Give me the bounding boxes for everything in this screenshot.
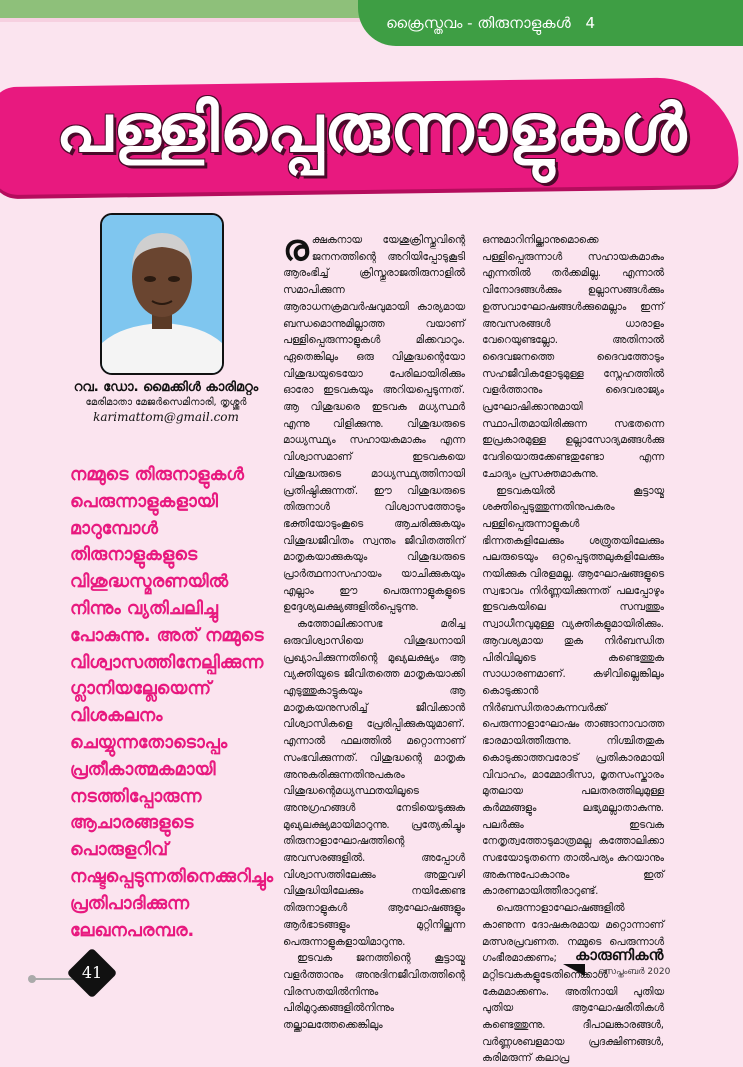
article-title: പള്ളിപ്പെരുന്നാളുകൾ [55,90,688,167]
article-column-middle [283,228,465,1034]
issue-date: സെപ്തംബർ 2020 [598,967,671,977]
section-title: ക്രൈസ്തവം - തിരുനാളുകൾ [386,14,571,32]
author-email[interactable]: karimattom@gmail.com [93,410,239,424]
paragraph: ഇടവക ജനത്തിന്റെ കൂട്ടായ്മ വളർത്താനും അനുദിനജീവിതത്തിന്റെ വിരസതയിൽനിന്നും പിരിമുറുക്കങ്ങളിൽനിന്നും തല്ക്കാലത്തേക്കെങ്കിലും [283,952,465,1032]
paragraph: ഇടവകയിൽ കൂട്ടായ്മ ശക്തിപ്പെടുത്തുന്നതിനുപകരം പള്ളിപ്പെരുന്നാളുകൾ ഭിന്നതകളിലേക്കും ശത്രുതയിലേക്കും പലരുടെയും ഒറ്റപ്പെടുത്തലുകളിലേക്കും നയിക്കുക വിരളമല്ല. ആഘോഷങ്ങളുടെ സ്വഭാവം നിർണ്ണയിക്കുന്നത് പലപ്പോഴും ഇടവകയിലെ സമ്പത്തും സ്വാധീനവുമുള്ള വ്യക്തികളുമായിരിക്കും. ആവശ്യമായ തുക നിർബന്ധിത പിരിവിലൂടെ കണ്ടെത്തുക സാധാരണമാണ്. കഴിവില്ലെങ്കിലും കൊടുക്കാൻ നിർബന്ധിതരാകുന്നവർക്ക് പെരുന്നാളാഘോഷം താങ്ങാനാവാത്ത ഭാരമായിത്തീരുന്നു. നിശ്ചിതതുക കൊടുക്കാത്തവരോട് പ്രതികാരമായി വിവാഹം, മാമ്മോദീസാ, മൃതസംസ്കാരം മുതലായ പലതരത്തിലുമുള്ള കർമ്മങ്ങളും ലഭ്യമല്ലാതാകുന്നു. പലർക്കും ഇടവക നേതൃത്വത്തോടുമാത്രമല്ല കത്തോലിക്കാ സഭയോടുതന്നെ താൽപര്യം കുറയാനും അകന്നുപോകാനും ഇത് കാരണമായിത്തീരാറുണ്ട്. [482,484,665,898]
drop-cap: ര [283,228,309,269]
article-column-right [482,232,664,1067]
author-info [66,380,266,424]
section-header [358,0,743,46]
section-number: 4 [585,14,595,32]
author-portrait-icon [102,215,222,373]
author-photo [100,213,224,375]
author-role: മേരിമാതാ മേജർസെമിനാരി, തൃശ്ശൂർ [85,397,247,408]
paragraph: പെരുന്നാളാഘോഷങ്ങളിൽ കാണുന്ന ദോഷകരമായ മറ്റൊന്നാണ് മത്സരപ്രവണത. നമ്മുടെ പെരുന്നാൾ ഗംഭീരമാക്കണം; മറ്റിടവകകളുടേതിനെക്കാൾ കേമമാക്കണം. അതിനായി പുതിയ പുതിയ ആഘോഷരീതികൾ കണ്ടെത്തുന്നു. ദീപാലങ്കാരങ്ങൾ, വർണ്ണശബളമായ പ്രദക്ഷിണങ്ങൾ, കരിമരുന്ന് കലാപ്ര [482,902,664,1065]
paragraph: കത്തോലിക്കാസഭ മരിച്ച ഒരുവിശ്വാസിയെ വിശുദ്ധനായി പ്രഖ്യാപിക്കുന്നതിന്റെ മുഖ്യലക്ഷ്യം ആ വ്യക്തിയുടെ ജീവിതത്തെ മാതൃകയാക്കി എടുത്തുകാട്ടുകയും ആ മാതൃകയനുസരിച്ച് ജീവിക്കാൻ വിശ്വാസികളെ പ്രേരിപ്പിക്കുകയുമാണ്. എന്നാൽ ഫലത്തിൽ മറ്റൊന്നാണ് സംഭവിക്കുന്നത്. വിശുദ്ധന്റെ മാതൃക അനുകരിക്കുന്നതിനുപകരം വിശുദ്ധന്റെമധ്യസ്ഥതയിലൂടെ അനുഗ്രഹങ്ങൾ നേടിയെടുക്കുക മുഖ്യലക്ഷ്യമായിമാറുന്നു. പ്രത്യേകിച്ചും തിരുനാളാഘോഷത്തിന്റെ അവസരങ്ങളിൽ. അപ്പോൾ വിശ്വാസത്തിലേക്കും അതുവഴി വിശുദ്ധിയിലേക്കും നയിക്കേണ്ട തിരുനാളുകൾ ആഘോഷങ്ങളും ആർഭാടങ്ങളും മുറ്റിനില്ക്കുന്ന പെരുന്നാളുകളായിമാറുന്നു. [283,618,465,948]
magazine-name: കാരുണികൻ [575,946,664,964]
top-decor-strip [0,0,365,18]
paragraph [283,228,465,616]
pull-quote: നമ്മുടെ തിരുനാളുകൾ പെരുന്നാളുകളായി മാറുമ്പോൾ തിരുനാളുകളുടെ വിശുദ്ധസ്മരണയിൽ നിന്നും വ്യതിചലിച്ചു പോകുന്നു. അത് നമ്മുടെ വിശ്വാസത്തിനേല്പിക്കുന്ന ഗ്ലാനിയല്ലേയെന്ന് വിശകലനം ചെയ്യുന്നതോടൊപ്പം പ്രതീകാത്മകമായി നടത്തിപ്പോരുന്ന ആചാരങ്ങളുടെ പൊരുളറിവ് നഷ്ടപ്പെടുന്നതിനെക്കുറിച്ചും പ്രതിപാദിക്കുന്ന ലേഖനപരമ്പര. [70,465,274,941]
flag-icon [563,964,585,976]
page-number: 41 [81,963,103,982]
paragraph: ഒന്നുമാറിനില്ക്കാനുമൊക്കെ പള്ളിപ്പെരുന്നാൾ സഹായകമാകും എന്നതിൽ തർക്കമില്ല. എന്നാൽ വിനോദങ്ങൾക്കും ഉല്ലാസങ്ങൾക്കും ഉത്സവാഘോഷങ്ങൾക്കുമെല്ലാം ഇന്ന് അവസരങ്ങൾ ധാരാളം വേറെയുണ്ടല്ലോ. അതിനാൽ ദൈവജനത്തെ ദൈവത്തോടും സഹജീവികളോടുമുള്ള സ്നേഹത്തിൽ വളർത്താനും ദൈവരാജ്യം പ്രഘോഷിക്കാനുമായി സ്ഥാപിതമായിരിക്കുന്ന സഭതന്നെ ഇപ്രകാരമുള്ള ഉല്ലാസോദ്യമങ്ങൾക്കു വേദിയൊരുക്കേണ്ടതുണ്ടോ എന്ന ചോദ്യം പ്രസക്തമാകുന്നു. [482,234,664,480]
paragraph-text: ക്ഷകനായ യേശുക്രിസ്തുവിന്റെ ജനനത്തിന്റെ അറിയിപ്പോടുകൂടി ആരംഭിച്ച് ക്രിസ്തുരാജതിരുനാളിൽ സമാപിക്കുന്ന ആരാധനക്രമവർഷവുമായി കാര്യമായ ബന്ധമൊന്നുമില്ലാത്ത വയാണ് പള്ളിപ്പെരുന്നാളുകൾ മിക്കവാറും. ഏതെങ്കിലും ഒരു വിശുദ്ധന്റെയോ വിശുദ്ധയുടെയോ പേരിലായിരിക്കും ഓരോ ഇടവകയും അറിയപ്പെടുന്നത്. ആ വിശുദ്ധരെ ഇടവക മധ്യസ്ഥർ എന്നു വിളിക്കുന്നു. വിശുദ്ധരുടെ മാധ്യസ്ഥ്യം സഹായകമാകും എന്ന വിശ്വാസമാണ് ഇടവകയെ വിശുദ്ധരുടെ മാധ്യസ്ഥ്യത്തിനായി പ്രതിഷ്ഠിക്കുന്നത്. ഈ വിശുദ്ധരുടെ തിരുനാൾ വിശ്വാസത്തോടും ഭക്തിയോടുംകൂടെ ആചരിക്കുകയും വിശുദ്ധജീവിതം സ്വന്തം ജീവിതത്തിന് മാതൃകയാക്കുകയും വിശുദ്ധരുടെ പ്രാർത്ഥനാസഹായം യാചിക്കുകയും എല്ലാം ഈ പെരുന്നാളുകളുടെ ഉദ്ദേശ്യലക്ഷ്യങ്ങളിൽപ്പെടുന്നു. [283,234,465,614]
author-name: റവ. ഡോ. മൈക്കിൾ കാരിമറ്റം [73,380,259,395]
